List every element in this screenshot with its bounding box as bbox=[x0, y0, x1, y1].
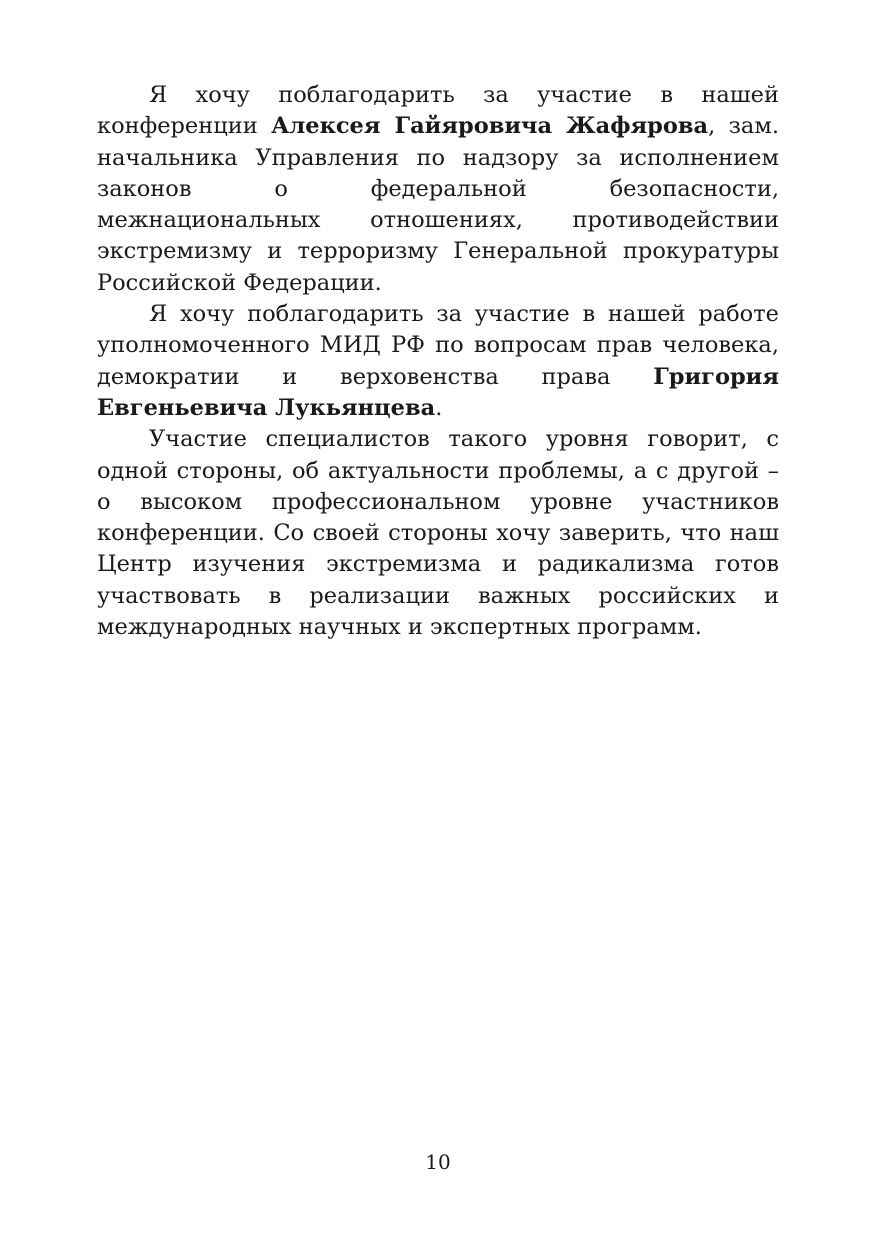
paragraph-1-text-end: , зам. начальника Управления по надзору за исполнением законов о федеральной безопасности, межнациональных отношениях, противодействии экстремизму и терроризму Генеральной прокуратуры Российской Федерации. bbox=[97, 113, 779, 296]
paragraph-2-text-end: . bbox=[435, 394, 443, 421]
paragraph-3 bbox=[97, 424, 779, 643]
paragraph-3-text: Участие специалистов такого уровня говорит, с одной стороны, об актуальности проблемы, а с другой – о высоком профессиональном уровне участников конференции. Со своей стороны хочу заверить, что наш Центр изучения экстремизма и радикализма готов участвовать в реализации важных российских и международных научных и экспертных программ. bbox=[97, 426, 779, 641]
paragraph-1-text-start: Я хочу поблагодарить за участие в нашей конференции bbox=[97, 82, 779, 140]
body-text bbox=[97, 80, 779, 643]
paragraph-2-text-start: Я хочу поблагодарить за участие в нашей работе уполномоченного МИД РФ по вопросам прав человека, демократии и верховенства права bbox=[97, 301, 779, 390]
paragraph-2-bold-name: Григория Евгеньевича Лукьянцева bbox=[97, 363, 779, 421]
paragraph-1 bbox=[97, 80, 779, 299]
paragraph-2 bbox=[97, 299, 779, 424]
page-number: 10 bbox=[425, 1150, 451, 1174]
paragraph-1-bold-name: Алексея Гайяровича Жафярова bbox=[271, 113, 709, 140]
